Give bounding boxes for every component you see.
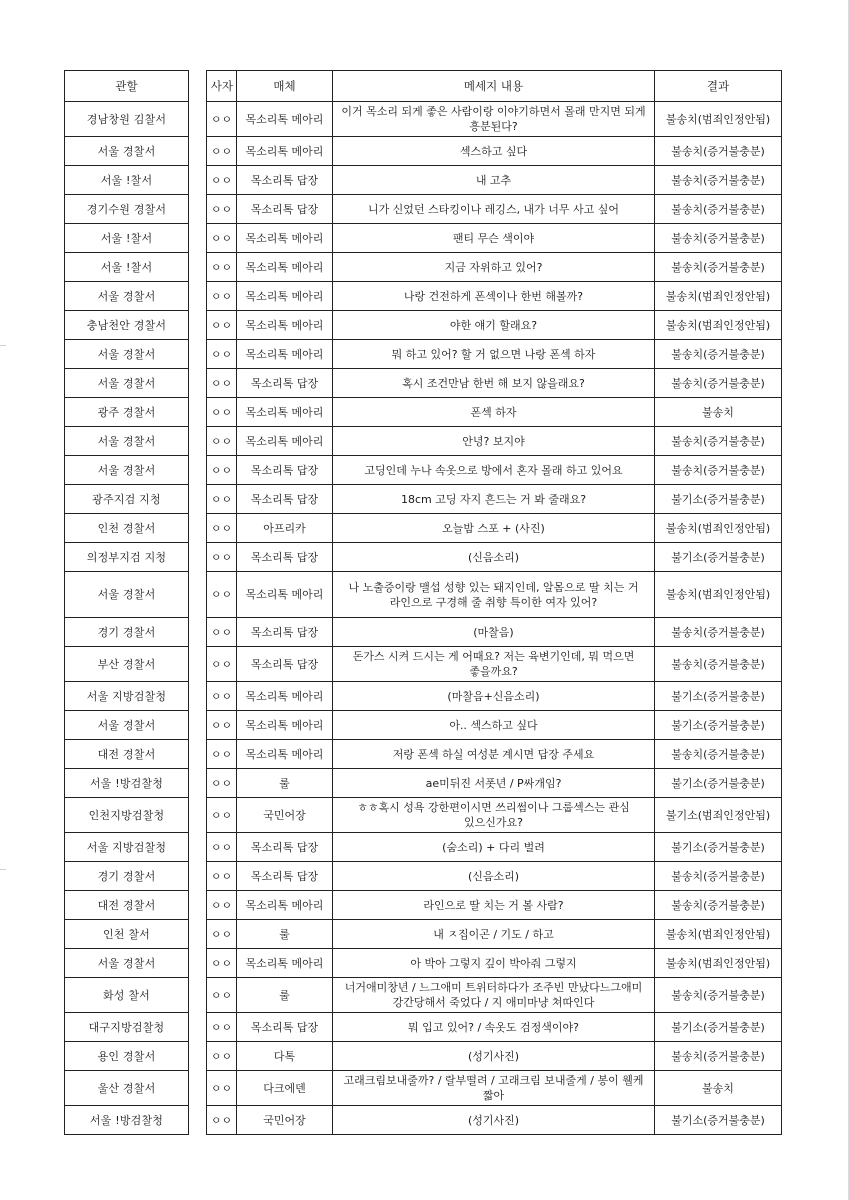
cell-message: 오늘밤 스포 + (사진)	[333, 514, 655, 543]
cell-message: 니가 신었던 스타킹이나 레깅스, 내가 너무 사고 싶어	[333, 195, 655, 224]
cell-message: (신음소리)	[333, 862, 655, 891]
cell-sender: ㅇㅇ	[207, 711, 237, 740]
cell-message: (신음소리)	[333, 543, 655, 572]
cell-message: (숨소리) + 다리 벌려	[333, 833, 655, 862]
column-gap	[189, 740, 207, 769]
column-gap	[189, 282, 207, 311]
cell-jurisdiction: 경기수원 경찰서	[65, 195, 189, 224]
cell-result: 불송치(범죄인정안됨)	[655, 949, 782, 978]
column-gap	[189, 1071, 207, 1106]
table-row	[65, 769, 782, 798]
table-row	[65, 485, 782, 514]
column-gap	[189, 618, 207, 647]
cell-medium: 국민어장	[237, 1106, 333, 1135]
cell-jurisdiction: 서울 경찰서	[65, 340, 189, 369]
cell-jurisdiction: 의정부지검 지청	[65, 543, 189, 572]
cell-jurisdiction: 서울 !찰서	[65, 166, 189, 195]
cell-medium: 목소리톡 답장	[237, 647, 333, 682]
cell-jurisdiction: 서울 경찰서	[65, 137, 189, 166]
column-gap	[189, 514, 207, 543]
column-gap	[189, 1042, 207, 1071]
cell-jurisdiction: 서울 !방검찰청	[65, 769, 189, 798]
table-row	[65, 253, 782, 282]
cell-result: 불송치(증거불충분)	[655, 137, 782, 166]
cell-medium: 목소리톡 메아리	[237, 891, 333, 920]
cell-medium: 목소리톡 메아리	[237, 311, 333, 340]
punch-mark	[0, 869, 6, 870]
table-row	[65, 1106, 782, 1135]
cell-jurisdiction: 부산 경찰서	[65, 647, 189, 682]
cell-sender: ㅇㅇ	[207, 195, 237, 224]
cell-result: 불기소(범죄인정안됨)	[655, 798, 782, 833]
column-gap	[189, 166, 207, 195]
cell-sender: ㅇㅇ	[207, 514, 237, 543]
column-gap	[189, 1106, 207, 1135]
table-row	[65, 572, 782, 618]
table-row	[65, 369, 782, 398]
cell-message: 저랑 폰섹 하실 여성분 계시면 답장 주세요	[333, 740, 655, 769]
cell-message: 섹스하고 싶다	[333, 137, 655, 166]
column-gap	[189, 978, 207, 1013]
cell-sender: ㅇㅇ	[207, 340, 237, 369]
cell-medium: 다크에덴	[237, 1071, 333, 1106]
table-row	[65, 224, 782, 253]
cell-medium: 목소리톡 답장	[237, 833, 333, 862]
cell-jurisdiction: 서울 경찰서	[65, 427, 189, 456]
cell-sender: ㅇㅇ	[207, 949, 237, 978]
cell-result: 불송치(증거불충분)	[655, 340, 782, 369]
cell-result: 불기소(증거불충분)	[655, 1106, 782, 1135]
cell-jurisdiction: 대전 경찰서	[65, 740, 189, 769]
cell-message: 돈가스 시켜 드시는 게 어때요? 저는 육변기인데, 뭐 먹으면 좋을까요?	[333, 647, 655, 682]
cell-sender: ㅇㅇ	[207, 543, 237, 572]
cell-jurisdiction: 광주 경찰서	[65, 398, 189, 427]
table-row	[65, 282, 782, 311]
column-gap	[189, 456, 207, 485]
cell-sender: ㅇㅇ	[207, 833, 237, 862]
column-gap	[189, 137, 207, 166]
cell-medium: 목소리톡 답장	[237, 485, 333, 514]
table-row	[65, 833, 782, 862]
column-gap	[189, 71, 207, 102]
cell-message: 이거 목소리 되게 좋은 사람이랑 이야기하면서 몰래 만지면 되게 흥분된다?	[333, 102, 655, 137]
cell-message: 야한 얘기 할래요?	[333, 311, 655, 340]
cell-result: 불송치(증거불충분)	[655, 647, 782, 682]
header-jurisdiction: 관할	[65, 71, 189, 102]
cell-sender: ㅇㅇ	[207, 618, 237, 647]
cell-medium: 목소리톡 메아리	[237, 102, 333, 137]
cell-sender: ㅇㅇ	[207, 769, 237, 798]
column-gap	[189, 647, 207, 682]
table-body	[65, 102, 782, 1135]
cell-sender: ㅇㅇ	[207, 398, 237, 427]
cell-message: ae미뒤진 서폿년 / P싸개임?	[333, 769, 655, 798]
cell-medium: 목소리톡 답장	[237, 369, 333, 398]
cell-message: ㅎㅎ혹시 성욕 강한편이시면 쓰리썸이나 그룹섹스는 관심 있으신가요?	[333, 798, 655, 833]
cell-medium: 목소리톡 답장	[237, 543, 333, 572]
cell-jurisdiction: 서울 지방검찰청	[65, 682, 189, 711]
cell-result: 불기소(증거불충분)	[655, 833, 782, 862]
cell-medium: 룰	[237, 920, 333, 949]
column-gap	[189, 1013, 207, 1042]
cell-sender: ㅇㅇ	[207, 572, 237, 618]
cell-jurisdiction: 용인 경찰서	[65, 1042, 189, 1071]
column-gap	[189, 369, 207, 398]
cell-jurisdiction: 경기 경찰서	[65, 618, 189, 647]
cell-jurisdiction: 인천 찰서	[65, 920, 189, 949]
cell-medium: 목소리톡 메아리	[237, 949, 333, 978]
cell-sender: ㅇㅇ	[207, 682, 237, 711]
cell-jurisdiction: 광주지검 지청	[65, 485, 189, 514]
table-row	[65, 456, 782, 485]
cell-sender: ㅇㅇ	[207, 311, 237, 340]
cell-message: 혹시 조건만남 한번 해 보지 않을래요?	[333, 369, 655, 398]
cell-jurisdiction: 서울 경찰서	[65, 456, 189, 485]
cell-result: 불송치(증거불충분)	[655, 253, 782, 282]
cell-result: 불송치(증거불충분)	[655, 166, 782, 195]
cell-sender: ㅇㅇ	[207, 798, 237, 833]
column-gap	[189, 398, 207, 427]
table-row	[65, 311, 782, 340]
table-row	[65, 920, 782, 949]
header-result: 결과	[655, 71, 782, 102]
table-row	[65, 1042, 782, 1071]
column-gap	[189, 224, 207, 253]
column-gap	[189, 543, 207, 572]
column-gap	[189, 253, 207, 282]
cell-message: 내 ㅈ집이곤 / 기도 / 하고	[333, 920, 655, 949]
cell-message: 라인으로 딸 치는 거 볼 사람?	[333, 891, 655, 920]
cell-sender: ㅇㅇ	[207, 1106, 237, 1135]
cell-sender: ㅇㅇ	[207, 253, 237, 282]
cell-message: 나랑 건전하게 폰섹이나 한번 해볼까?	[333, 282, 655, 311]
column-gap	[189, 798, 207, 833]
cell-medium: 국민어장	[237, 798, 333, 833]
cell-medium: 목소리톡 메아리	[237, 740, 333, 769]
cell-result: 불송치	[655, 1071, 782, 1106]
column-gap	[189, 102, 207, 137]
cell-sender: ㅇㅇ	[207, 485, 237, 514]
cell-medium: 목소리톡 메아리	[237, 224, 333, 253]
cell-message: (마찰음+신음소리)	[333, 682, 655, 711]
cell-result: 불송치(범죄인정안됨)	[655, 282, 782, 311]
cell-sender: ㅇㅇ	[207, 920, 237, 949]
cell-jurisdiction: 충남천안 경찰서	[65, 311, 189, 340]
cell-sender: ㅇㅇ	[207, 282, 237, 311]
cell-medium: 목소리톡 메아리	[237, 427, 333, 456]
cell-message: 아 박아 그렇지 깊이 박아줘 그렇지	[333, 949, 655, 978]
table-row	[65, 1071, 782, 1106]
cell-message: 나 노출증이랑 맬섭 성향 있는 돼지인데, 알몸으로 딸 치는 거 라인으로 구경해 줄 취향 특이한 여자 있어?	[333, 572, 655, 618]
cell-result: 불송치(증거불충분)	[655, 369, 782, 398]
column-gap	[189, 311, 207, 340]
cell-sender: ㅇㅇ	[207, 647, 237, 682]
cell-jurisdiction: 대구지방검찰청	[65, 1013, 189, 1042]
table-row	[65, 427, 782, 456]
table-row	[65, 949, 782, 978]
column-gap	[189, 427, 207, 456]
cell-jurisdiction: 서울 경찰서	[65, 949, 189, 978]
cell-sender: ㅇㅇ	[207, 427, 237, 456]
cell-medium: 목소리톡 답장	[237, 456, 333, 485]
column-gap	[189, 891, 207, 920]
cell-jurisdiction: 서울 !찰서	[65, 224, 189, 253]
cell-message: 안녕? 보지야	[333, 427, 655, 456]
column-gap	[189, 833, 207, 862]
case-table	[64, 70, 782, 1135]
cell-message: 내 고추	[333, 166, 655, 195]
cell-message: (성기사진)	[333, 1106, 655, 1135]
table-row	[65, 618, 782, 647]
cell-result: 불기소(증거불충분)	[655, 711, 782, 740]
cell-result: 불송치(증거불충분)	[655, 195, 782, 224]
table-row	[65, 682, 782, 711]
cell-medium: 룰	[237, 978, 333, 1013]
cell-jurisdiction: 경남창원 김찰서	[65, 102, 189, 137]
header-row	[65, 71, 782, 102]
cell-message: 아.. 섹스하고 싶다	[333, 711, 655, 740]
cell-jurisdiction: 서울 경찰서	[65, 282, 189, 311]
cell-medium: 목소리톡 메아리	[237, 340, 333, 369]
cell-result: 불기소(증거불충분)	[655, 682, 782, 711]
table-row	[65, 862, 782, 891]
cell-medium: 목소리톡 답장	[237, 166, 333, 195]
cell-medium: 아프리카	[237, 514, 333, 543]
column-gap	[189, 682, 207, 711]
table-row	[65, 740, 782, 769]
cell-message: (성기사진)	[333, 1042, 655, 1071]
cell-message: 고딩인데 누나 속옷으로 방에서 혼자 몰래 하고 있어요	[333, 456, 655, 485]
header-medium: 매체	[237, 71, 333, 102]
column-gap	[189, 920, 207, 949]
table-row	[65, 102, 782, 137]
cell-sender: ㅇㅇ	[207, 456, 237, 485]
cell-sender: ㅇㅇ	[207, 891, 237, 920]
cell-sender: ㅇㅇ	[207, 1071, 237, 1106]
table-row	[65, 195, 782, 224]
cell-medium: 목소리톡 메아리	[237, 398, 333, 427]
cell-result: 불송치(증거불충분)	[655, 891, 782, 920]
cell-result: 불송치(증거불충분)	[655, 456, 782, 485]
cell-jurisdiction: 화성 찰서	[65, 978, 189, 1013]
table-row	[65, 514, 782, 543]
table-row	[65, 166, 782, 195]
column-gap	[189, 485, 207, 514]
cell-message: 고래크림보내줄까? / 랄부떨려 / 고래크림 보내줄게 / 봉이 웰케 짧아	[333, 1071, 655, 1106]
cell-result: 불송치(범죄인정안됨)	[655, 572, 782, 618]
cell-message: 폰섹 하자	[333, 398, 655, 427]
cell-sender: ㅇㅇ	[207, 369, 237, 398]
column-gap	[189, 195, 207, 224]
cell-sender: ㅇㅇ	[207, 1013, 237, 1042]
cell-jurisdiction: 인천 경찰서	[65, 514, 189, 543]
cell-medium: 목소리톡 메아리	[237, 282, 333, 311]
cell-result: 불기소(증거불충분)	[655, 1013, 782, 1042]
table-row	[65, 711, 782, 740]
cell-result: 불송치(범죄인정안됨)	[655, 514, 782, 543]
cell-jurisdiction: 서울 !찰서	[65, 253, 189, 282]
cell-sender: ㅇㅇ	[207, 978, 237, 1013]
cell-result: 불송치(증거불충분)	[655, 978, 782, 1013]
cell-jurisdiction: 서울 경찰서	[65, 711, 189, 740]
column-gap	[189, 340, 207, 369]
table-row	[65, 1013, 782, 1042]
cell-medium: 다톡	[237, 1042, 333, 1071]
cell-jurisdiction: 서울 경찰서	[65, 572, 189, 618]
cell-jurisdiction: 서울 지방검찰청	[65, 833, 189, 862]
cell-result: 불송치(증거불충분)	[655, 1042, 782, 1071]
cell-medium: 목소리톡 답장	[237, 1013, 333, 1042]
column-gap	[189, 711, 207, 740]
cell-sender: ㅇㅇ	[207, 137, 237, 166]
cell-sender: ㅇㅇ	[207, 862, 237, 891]
cell-medium: 룰	[237, 769, 333, 798]
cell-jurisdiction: 울산 경찰서	[65, 1071, 189, 1106]
cell-message: 뭐 입고 있어? / 속옷도 검정색이야?	[333, 1013, 655, 1042]
cell-message: 지금 자위하고 있어?	[333, 253, 655, 282]
cell-jurisdiction: 서울 !방검찰청	[65, 1106, 189, 1135]
cell-medium: 목소리톡 메아리	[237, 711, 333, 740]
cell-jurisdiction: 서울 경찰서	[65, 369, 189, 398]
cell-result: 불기소(증거불충분)	[655, 543, 782, 572]
cell-result: 불송치(범죄인정안됨)	[655, 920, 782, 949]
cell-message: 너거애미창년 / 느그애미 트위터하다가 조주빈 만났다느그애미 강간당해서 죽었다 / 지 애미마냥 쳐따인다	[333, 978, 655, 1013]
cell-result: 불송치(범죄인정안됨)	[655, 102, 782, 137]
column-gap	[189, 949, 207, 978]
punch-mark	[0, 345, 6, 346]
column-gap	[189, 769, 207, 798]
column-gap	[189, 862, 207, 891]
table-row	[65, 891, 782, 920]
column-gap	[189, 572, 207, 618]
cell-medium: 목소리톡 답장	[237, 195, 333, 224]
table-row	[65, 137, 782, 166]
cell-sender: ㅇㅇ	[207, 1042, 237, 1071]
cell-message: (마찰음)	[333, 618, 655, 647]
cell-medium: 목소리톡 메아리	[237, 572, 333, 618]
header-message: 메세지 내용	[333, 71, 655, 102]
cell-message: 뭐 하고 있어? 할 거 없으면 나랑 폰섹 하자	[333, 340, 655, 369]
cell-result: 불기소(증거불충분)	[655, 769, 782, 798]
cell-medium: 목소리톡 답장	[237, 618, 333, 647]
cell-sender: ㅇㅇ	[207, 166, 237, 195]
cell-result: 불송치(범죄인정안됨)	[655, 311, 782, 340]
cell-jurisdiction: 경기 경찰서	[65, 862, 189, 891]
cell-result: 불기소(증거불충분)	[655, 485, 782, 514]
table-row	[65, 798, 782, 833]
table-row	[65, 398, 782, 427]
cell-result: 불송치(증거불충분)	[655, 862, 782, 891]
cell-result: 불송치(증거불충분)	[655, 224, 782, 253]
cell-result: 불송치	[655, 398, 782, 427]
table-row	[65, 978, 782, 1013]
cell-medium: 목소리톡 메아리	[237, 682, 333, 711]
cell-jurisdiction: 대전 경찰서	[65, 891, 189, 920]
cell-jurisdiction: 인천지방검찰청	[65, 798, 189, 833]
cell-sender: ㅇㅇ	[207, 224, 237, 253]
cell-result: 불송치(증거불충분)	[655, 618, 782, 647]
table-row	[65, 647, 782, 682]
table-row	[65, 340, 782, 369]
cell-medium: 목소리톡 답장	[237, 862, 333, 891]
cell-medium: 목소리톡 메아리	[237, 253, 333, 282]
header-sender: 사자	[207, 71, 237, 102]
cell-sender: ㅇㅇ	[207, 740, 237, 769]
table-row	[65, 543, 782, 572]
cell-result: 불송치(증거불충분)	[655, 740, 782, 769]
cell-sender: ㅇㅇ	[207, 102, 237, 137]
cell-result: 불송치(증거불충분)	[655, 427, 782, 456]
cell-message: 팬티 무슨 색이야	[333, 224, 655, 253]
cell-medium: 목소리톡 메아리	[237, 137, 333, 166]
cell-message: 18cm 고딩 자지 흔드는 거 봐 줄래요?	[333, 485, 655, 514]
